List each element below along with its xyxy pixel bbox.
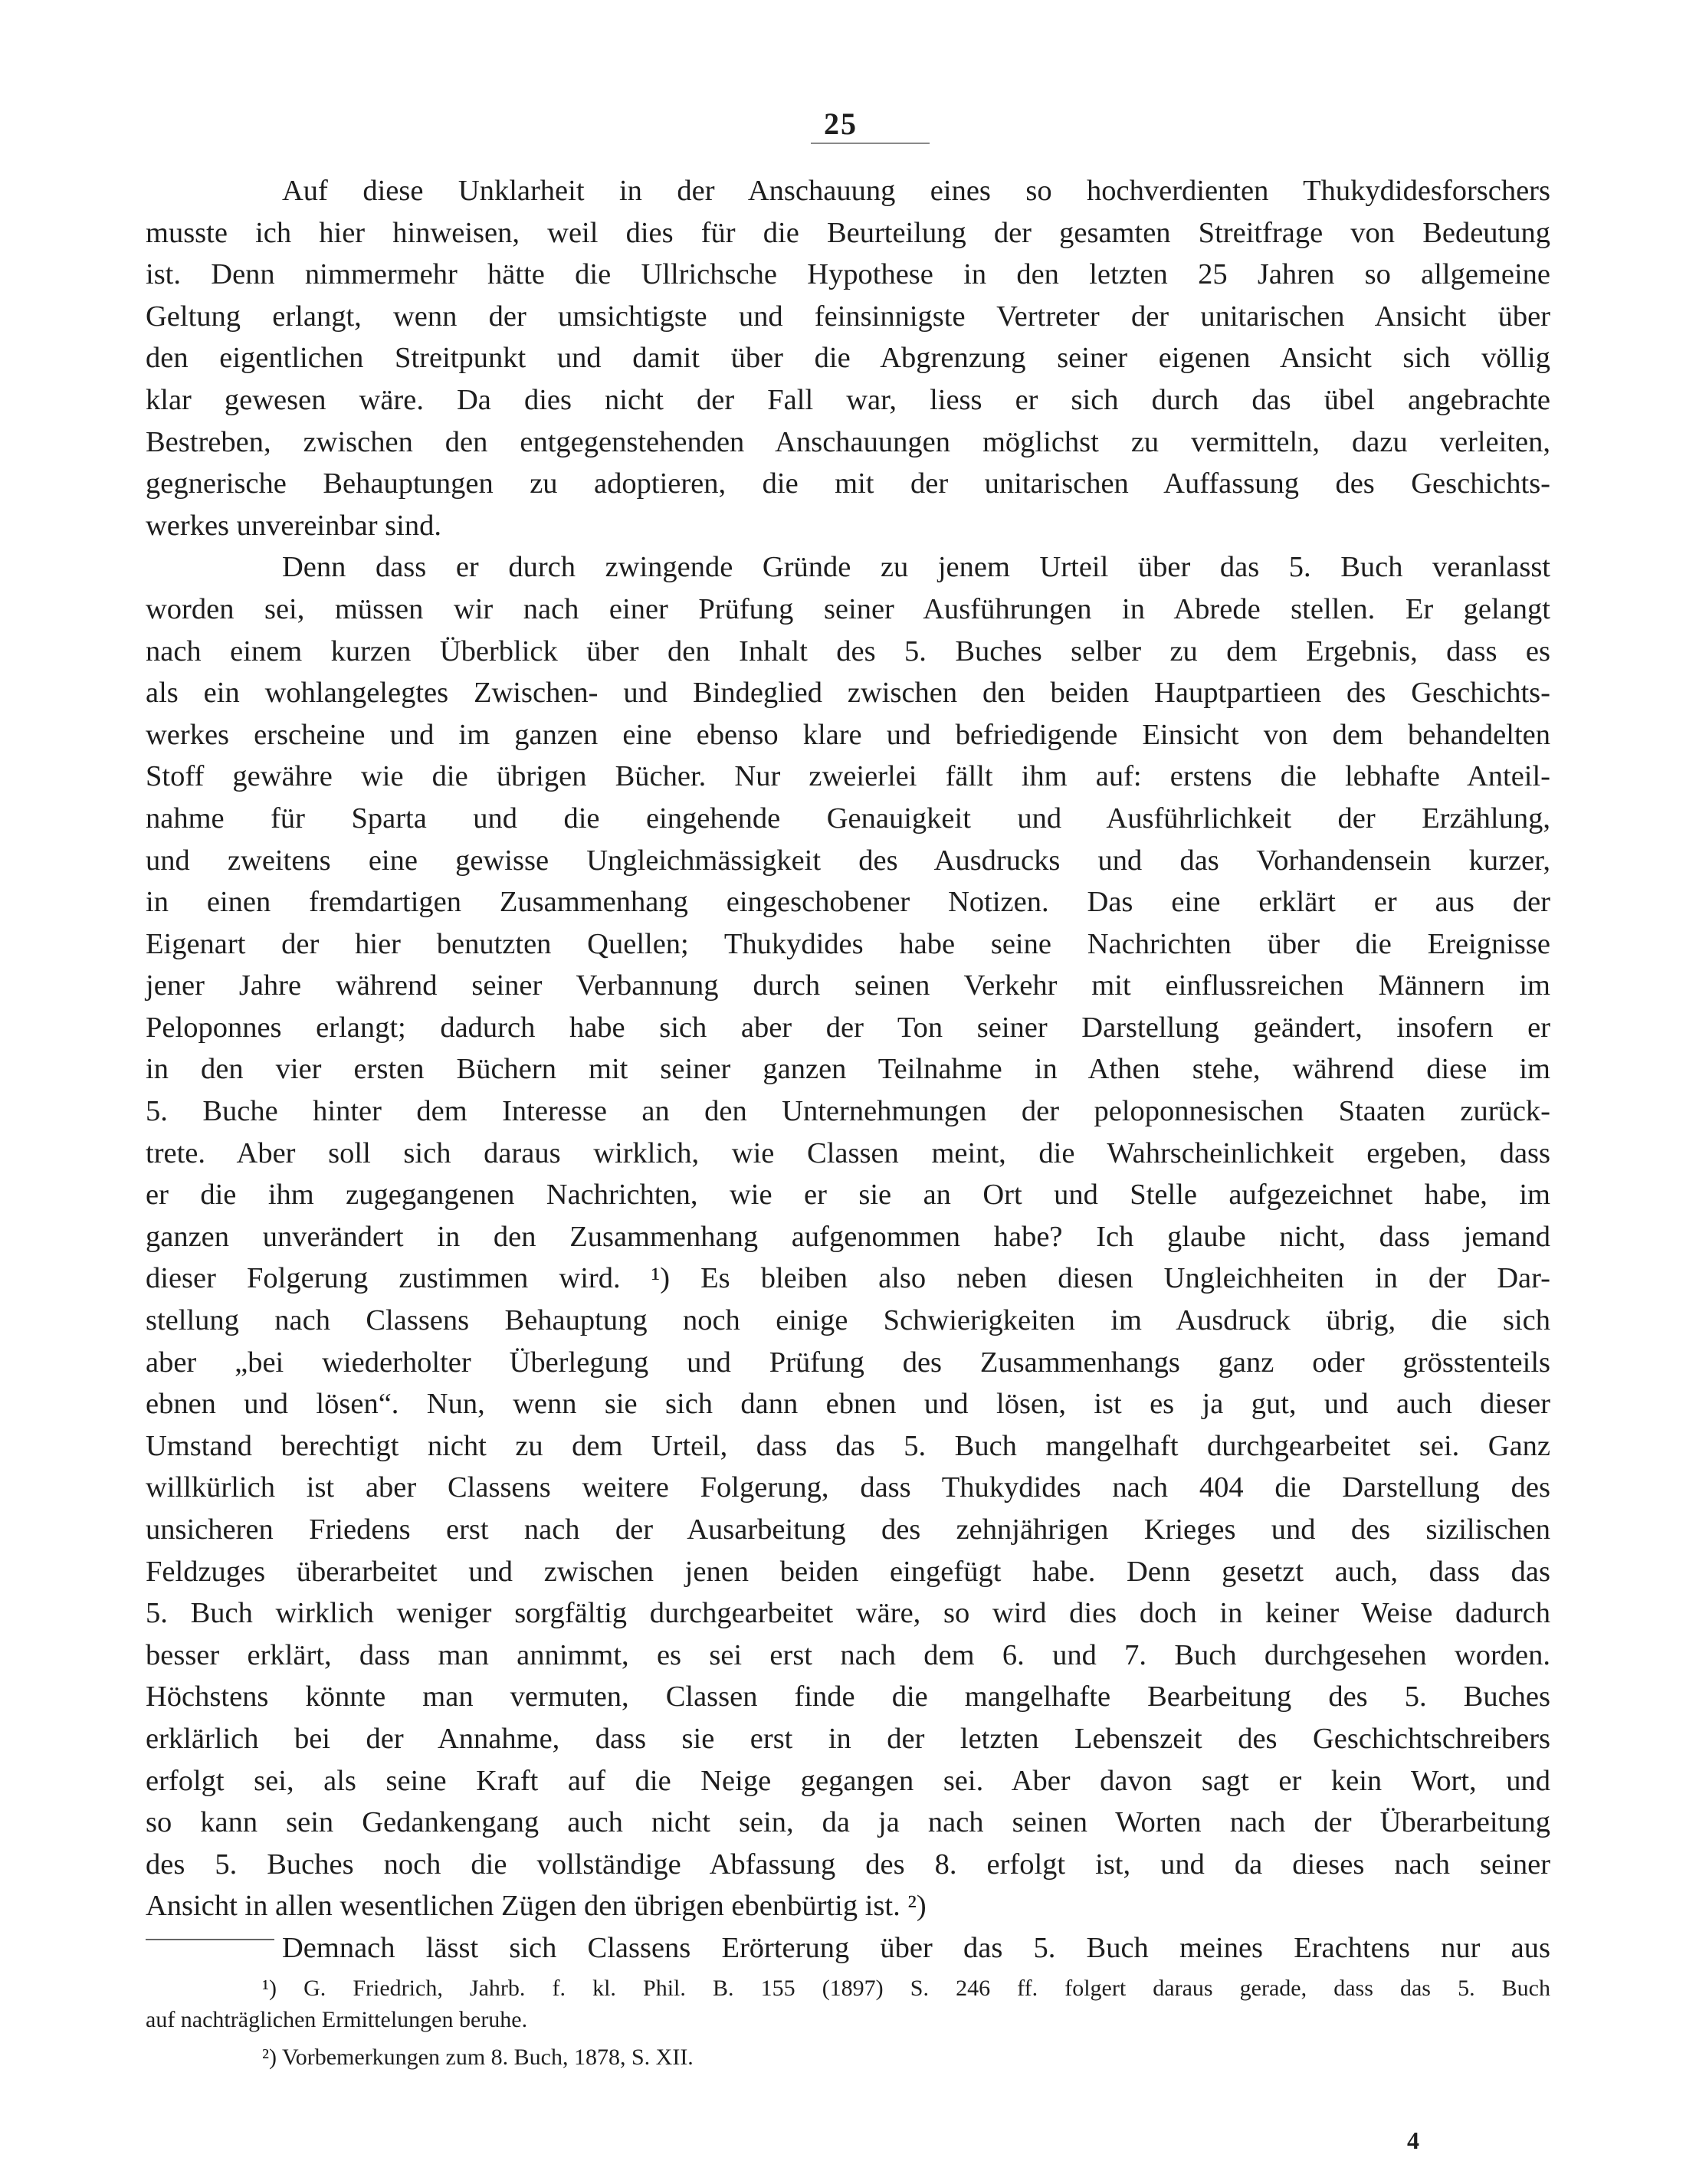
footnote-1-line-2: auf nachträglichen Ermittelungen beruhe. [146, 2007, 528, 2032]
text-line: Umstand berechtigt nicht zu dem Urteil, dass das 5. Buch mangelhaft durchgearbeitet sei. Ganz [146, 1429, 1550, 1462]
text-line: unsicheren Friedens erst nach der Ausarbeitung des zehnjährigen Krieges und des sizilischen [146, 1513, 1550, 1546]
text-line: 5. Buche hinter dem Interesse an den Unternehmungen der peloponnesischen Staaten zurück- [146, 1095, 1550, 1128]
text-line: aber „bei wiederholter Überlegung und Prüfung des Zusammenhangs ganz oder grösstenteils [146, 1346, 1550, 1379]
text-line: Bestreben, zwischen den entgegenstehenden Anschauungen möglichst zu vermitteln, dazu verleiten, [146, 425, 1550, 458]
text-line: klar gewesen wäre. Da dies nicht der Fall war, liess er sich durch das übel angebrachte [146, 383, 1550, 416]
text-line: ebnen und lösen“. Nun, wenn sie sich dann ebnen und lösen, ist es ja gut, und auch dieser [146, 1388, 1550, 1421]
text-line: ganzen unverändert in den Zusammenhang aufgenommen habe? Ich glaube nicht, dass jemand [146, 1220, 1550, 1253]
footnote-1-line-1: ¹) G. Friedrich, Jahrb. f. kl. Phil. B. 155 (1897) S. 246 ff. folgert daraus gerade, dass das 5. Buch [262, 1976, 1550, 2001]
text-line: worden sei, müssen wir nach einer Prüfung seiner Ausführungen in Abrede stellen. Er gelangt [146, 592, 1550, 625]
text-line: jener Jahre während seiner Verbannung durch seinen Verkehr mit einflussreichen Männern im [146, 969, 1550, 1002]
text-line: trete. Aber soll sich daraus wirklich, wie Classen meint, die Wahrscheinlichkeit ergeben, dass [146, 1136, 1550, 1169]
text-line: als ein wohlangelegtes Zwischen- und Bindeglied zwischen den beiden Hauptpartieen des Geschichts- [146, 677, 1550, 710]
text-line: ist. Denn nimmermehr hätte die Ullrichsche Hypothese in den letzten 25 Jahren so allgemeine [146, 258, 1550, 291]
text-line: Höchstens könnte man vermuten, Classen finde die mangelhafte Bearbeitung des 5. Buches [146, 1681, 1550, 1713]
text-line: er die ihm zugegangenen Nachrichten, wie er sie an Ort und Stelle aufgezeichnet habe, im [146, 1179, 1550, 1212]
text-line: werkes erscheine und im ganzen eine ebenso klare und befriedigende Einsicht von dem behandelten [146, 718, 1550, 751]
text-line: Denn dass er durch zwingende Gründe zu jenem Urteil über das 5. Buch veranlasst [282, 551, 1550, 584]
text-line: nahme für Sparta und die eingehende Genauigkeit und Ausführlichkeit der Erzählung, [146, 802, 1550, 835]
text-line: 5. Buch wirklich weniger sorgfältig durchgearbeitet wäre, so wird dies doch in keiner Weise dadurch [146, 1597, 1550, 1630]
header-rule [811, 143, 930, 144]
text-line: so kann sein Gedankengang auch nicht sein, da ja nach seinen Worten nach der Überarbeitung [146, 1806, 1550, 1839]
text-line: Feldzuges überarbeitet und zwischen jenen beiden eingefügt habe. Denn gesetzt auch, dass das [146, 1555, 1550, 1588]
body-text [146, 170, 1550, 1969]
text-line: stellung nach Classens Behauptung noch einige Schwierigkeiten im Ausdruck übrig, die sich [146, 1304, 1550, 1337]
text-line: den eigentlichen Streitpunkt und damit über die Abgrenzung seiner eigenen Ansicht sich völlig [146, 342, 1550, 375]
text-line: besser erklärt, dass man annimmt, es sei erst nach dem 6. und 7. Buch durchgesehen worden. [146, 1638, 1550, 1671]
text-line: Auf diese Unklarheit in der Anschauung eines so hochverdienten Thukydidesforschers [282, 175, 1550, 207]
text-line: Peloponnes erlangt; dadurch habe sich aber der Ton seiner Darstellung geändert, insofern er [146, 1011, 1550, 1044]
text-line: in den vier ersten Büchern mit seiner ganzen Teilnahme in Athen stehe, während diese im [146, 1053, 1550, 1086]
text-line: des 5. Buches noch die vollständige Abfassung des 8. erfolgt ist, und da dieses nach seiner [146, 1848, 1550, 1881]
text-line: erfolgt sei, als seine Kraft auf die Neige gegangen sei. Aber davon sagt er kein Wort, und [146, 1764, 1550, 1797]
footnote-2: ²) Vorbemerkungen zum 8. Buch, 1878, S. XII. [262, 2045, 694, 2070]
text-line: und zweitens eine gewisse Ungleichmässigkeit des Ausdrucks und das Vorhandensein kurzer, [146, 844, 1550, 877]
text-line: dieser Folgerung zustimmen wird. ¹) Es bleiben also neben diesen Ungleichheiten in der Dar- [146, 1262, 1550, 1295]
text-line: nach einem kurzen Überblick über den Inhalt des 5. Buches selber zu dem Ergebnis, dass es [146, 635, 1550, 667]
text-line: in einen fremdartigen Zusammenhang eingeschobener Notizen. Das eine erklärt er aus der [146, 886, 1550, 919]
text-line: musste ich hier hinweisen, weil dies für die Beurteilung der gesamten Streitfrage von Bedeutung [146, 216, 1550, 249]
footnote-rule [146, 1939, 274, 1940]
signature-mark: 4 [1407, 2127, 1419, 2154]
text-line: Ansicht in allen wesentlichen Zügen den übrigen ebenbürtig ist. ²) [146, 1890, 927, 1923]
text-line: willkürlich ist aber Classens weitere Folgerung, dass Thukydides nach 404 die Darstellung des [146, 1471, 1550, 1504]
text-line: erklärlich bei der Annahme, dass sie erst in der letzten Lebenszeit des Geschichtschreibers [146, 1722, 1550, 1755]
text-line: Geltung erlangt, wenn der umsichtigste und feinsinnigste Vertreter der unitarischen Ansicht über [146, 300, 1550, 333]
text-line: gegnerische Behauptungen zu adoptieren, die mit der unitarischen Auffassung des Geschichts- [146, 467, 1550, 500]
page-number: 25 [824, 107, 858, 141]
text-line: Demnach lässt sich Classens Erörterung über das 5. Buch meines Erachtens nur aus [282, 1931, 1550, 1964]
text-line: Eigenart der hier benutzten Quellen; Thukydides habe seine Nachrichten über die Ereignisse [146, 927, 1550, 960]
text-line: Stoff gewähre wie die übrigen Bücher. Nur zweierlei fällt ihm auf: erstens die lebhafte Anteil- [146, 760, 1550, 793]
text-line: werkes unvereinbar sind. [146, 509, 441, 542]
footnotes [146, 1972, 1550, 2073]
